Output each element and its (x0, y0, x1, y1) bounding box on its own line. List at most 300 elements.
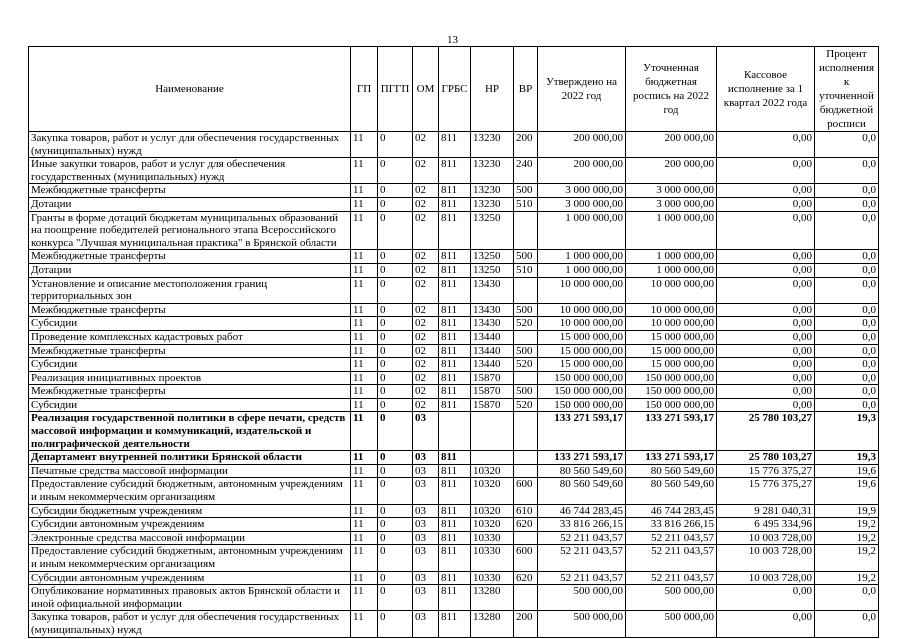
row-gp: 11 (351, 412, 378, 451)
row-vr: 620 (514, 571, 538, 585)
table-row (29, 464, 879, 478)
row-approved: 80 560 549,60 (538, 478, 626, 504)
row-approved: 3 000 000,00 (538, 197, 626, 211)
table-row (29, 545, 879, 571)
row-approved: 200 000,00 (538, 132, 626, 158)
row-om: 03 (413, 451, 439, 465)
row-gp: 11 (351, 358, 378, 372)
row-cash: 0,00 (717, 197, 815, 211)
row-approved: 52 211 043,57 (538, 531, 626, 545)
row-approved: 10 000 000,00 (538, 317, 626, 331)
row-percent: 19,2 (815, 571, 879, 585)
row-gp: 11 (351, 184, 378, 198)
row-refined: 10 000 000,00 (626, 317, 717, 331)
row-refined: 52 211 043,57 (626, 571, 717, 585)
row-ppgp: 0 (378, 344, 413, 358)
row-approved: 150 000 000,00 (538, 385, 626, 399)
header-name: Наименование (29, 47, 351, 132)
row-refined: 200 000,00 (626, 158, 717, 184)
row-name: Дотации (29, 263, 351, 277)
row-np: 10320 (471, 478, 514, 504)
row-name: Установление и описание местоположения границ территориальных зон (29, 277, 351, 303)
row-om: 02 (413, 211, 439, 250)
row-name: Субсидии (29, 317, 351, 331)
row-np: 10320 (471, 518, 514, 532)
row-cash: 6 495 334,96 (717, 518, 815, 532)
row-vr (514, 277, 538, 303)
header-grbs: ГРБС (439, 47, 471, 132)
row-cash: 0,00 (717, 277, 815, 303)
row-om: 02 (413, 317, 439, 331)
row-refined: 15 000 000,00 (626, 344, 717, 358)
row-grbs: 811 (439, 317, 471, 331)
row-name: Опубликование нормативных правовых актов Брянской области и иной официальной информации (29, 585, 351, 611)
row-gp: 11 (351, 211, 378, 250)
row-approved: 3 000 000,00 (538, 184, 626, 198)
row-om: 03 (413, 518, 439, 532)
row-vr: 500 (514, 250, 538, 264)
row-grbs: 811 (439, 451, 471, 465)
table-header-row (29, 47, 879, 132)
row-grbs: 811 (439, 611, 471, 637)
row-ppgp: 0 (378, 158, 413, 184)
row-cash: 0,00 (717, 385, 815, 399)
row-grbs: 811 (439, 158, 471, 184)
row-ppgp: 0 (378, 611, 413, 637)
row-name: Межбюджетные трансферты (29, 184, 351, 198)
row-name: Закупка товаров, работ и услуг для обеспечения государственных (муниципальных) нужд (29, 132, 351, 158)
row-vr: 520 (514, 398, 538, 412)
row-np: 13430 (471, 277, 514, 303)
row-refined: 150 000 000,00 (626, 371, 717, 385)
row-percent: 0,0 (815, 184, 879, 198)
row-vr (514, 371, 538, 385)
row-refined: 150 000 000,00 (626, 398, 717, 412)
row-refined: 46 744 283,45 (626, 504, 717, 518)
row-refined: 10 000 000,00 (626, 303, 717, 317)
header-np: НР (471, 47, 514, 132)
row-np: 13250 (471, 211, 514, 250)
row-grbs: 811 (439, 398, 471, 412)
row-vr (514, 412, 538, 451)
row-percent: 19,6 (815, 478, 879, 504)
row-grbs: 811 (439, 358, 471, 372)
row-approved: 150 000 000,00 (538, 398, 626, 412)
row-ppgp: 0 (378, 518, 413, 532)
row-percent: 0,0 (815, 317, 879, 331)
row-refined: 133 271 593,17 (626, 412, 717, 451)
row-percent: 19,9 (815, 504, 879, 518)
row-cash: 25 780 103,27 (717, 412, 815, 451)
row-gp: 11 (351, 330, 378, 344)
row-grbs: 811 (439, 585, 471, 611)
row-grbs: 811 (439, 211, 471, 250)
row-approved: 133 271 593,17 (538, 451, 626, 465)
row-cash: 25 780 103,27 (717, 451, 815, 465)
row-np: 13440 (471, 344, 514, 358)
table-row (29, 250, 879, 264)
row-vr (514, 211, 538, 250)
row-np: 13250 (471, 250, 514, 264)
row-refined: 500 000,00 (626, 585, 717, 611)
row-gp: 11 (351, 451, 378, 465)
row-name: Субсидии автономным учреждениям (29, 571, 351, 585)
row-vr (514, 464, 538, 478)
row-refined: 3 000 000,00 (626, 184, 717, 198)
row-grbs: 811 (439, 531, 471, 545)
table-row (29, 358, 879, 372)
header-approved: Утверждено на 2022 год (538, 47, 626, 132)
row-gp: 11 (351, 158, 378, 184)
row-gp: 11 (351, 571, 378, 585)
row-approved: 500 000,00 (538, 585, 626, 611)
row-vr: 600 (514, 478, 538, 504)
row-ppgp: 0 (378, 317, 413, 331)
row-vr: 620 (514, 518, 538, 532)
row-om: 03 (413, 531, 439, 545)
row-ppgp: 0 (378, 398, 413, 412)
row-grbs: 811 (439, 277, 471, 303)
table-row (29, 263, 879, 277)
row-grbs: 811 (439, 545, 471, 571)
row-name: Предоставление субсидий бюджетным, автономным учреждениям и иным некоммерческим организациям (29, 545, 351, 571)
row-percent: 0,0 (815, 158, 879, 184)
row-approved: 1 000 000,00 (538, 250, 626, 264)
row-vr: 500 (514, 303, 538, 317)
row-refined: 133 271 593,17 (626, 451, 717, 465)
header-vr: ВР (514, 47, 538, 132)
header-ppgp: ПГГП (378, 47, 413, 132)
row-om: 02 (413, 303, 439, 317)
table-row (29, 197, 879, 211)
table-row (29, 531, 879, 545)
row-np: 13440 (471, 358, 514, 372)
page-number: 13 (447, 34, 458, 46)
row-np: 13440 (471, 330, 514, 344)
row-grbs: 811 (439, 371, 471, 385)
row-refined: 15 000 000,00 (626, 330, 717, 344)
row-np: 13280 (471, 585, 514, 611)
table-row (29, 184, 879, 198)
row-gp: 11 (351, 263, 378, 277)
row-name: Реализация государственной политики в сфере печати, средств массовой информации и коммуникаций, издательской и полиграфической деятельности (29, 412, 351, 451)
row-grbs: 811 (439, 263, 471, 277)
row-approved: 52 211 043,57 (538, 571, 626, 585)
row-vr: 200 (514, 611, 538, 637)
row-refined: 80 560 549,60 (626, 478, 717, 504)
row-grbs: 811 (439, 571, 471, 585)
row-percent: 0,0 (815, 211, 879, 250)
row-om: 02 (413, 197, 439, 211)
row-ppgp: 0 (378, 250, 413, 264)
row-grbs: 811 (439, 250, 471, 264)
row-cash: 0,00 (717, 317, 815, 331)
row-om: 02 (413, 358, 439, 372)
table-row (29, 412, 879, 451)
row-grbs: 811 (439, 464, 471, 478)
row-ppgp: 0 (378, 211, 413, 250)
row-approved: 52 211 043,57 (538, 545, 626, 571)
row-percent: 0,0 (815, 344, 879, 358)
row-om: 02 (413, 277, 439, 303)
row-percent: 0,0 (815, 585, 879, 611)
row-om: 02 (413, 184, 439, 198)
row-np: 13430 (471, 317, 514, 331)
row-approved: 10 000 000,00 (538, 277, 626, 303)
row-ppgp: 0 (378, 585, 413, 611)
header-percent: Процент исполнения к уточненной бюджетной росписи (815, 47, 879, 132)
row-om: 03 (413, 571, 439, 585)
row-refined: 10 000 000,00 (626, 277, 717, 303)
row-grbs: 811 (439, 303, 471, 317)
row-vr: 240 (514, 158, 538, 184)
row-gp: 11 (351, 250, 378, 264)
row-refined: 80 560 549,60 (626, 464, 717, 478)
row-approved: 150 000 000,00 (538, 371, 626, 385)
table-row (29, 158, 879, 184)
row-name: Дотации (29, 197, 351, 211)
table-row (29, 303, 879, 317)
row-vr (514, 531, 538, 545)
table-row (29, 504, 879, 518)
row-grbs: 811 (439, 478, 471, 504)
row-percent: 0,0 (815, 398, 879, 412)
row-om: 02 (413, 132, 439, 158)
row-percent: 0,0 (815, 330, 879, 344)
row-approved: 1 000 000,00 (538, 263, 626, 277)
row-percent: 0,0 (815, 250, 879, 264)
row-approved: 200 000,00 (538, 158, 626, 184)
table-row (29, 277, 879, 303)
row-cash: 0,00 (717, 263, 815, 277)
row-np: 10320 (471, 464, 514, 478)
row-approved: 46 744 283,45 (538, 504, 626, 518)
row-vr: 510 (514, 197, 538, 211)
row-np (471, 412, 514, 451)
table-row (29, 132, 879, 158)
row-refined: 1 000 000,00 (626, 250, 717, 264)
row-gp: 11 (351, 585, 378, 611)
row-vr: 510 (514, 263, 538, 277)
row-ppgp: 0 (378, 504, 413, 518)
row-ppgp: 0 (378, 571, 413, 585)
row-np: 13250 (471, 263, 514, 277)
row-name: Проведение комплексных кадастровых работ (29, 330, 351, 344)
table-row (29, 330, 879, 344)
row-ppgp: 0 (378, 330, 413, 344)
row-om: 03 (413, 585, 439, 611)
row-grbs: 811 (439, 518, 471, 532)
row-grbs: 811 (439, 504, 471, 518)
row-cash: 0,00 (717, 250, 815, 264)
row-np: 10330 (471, 531, 514, 545)
row-name: Субсидии бюджетным учреждениям (29, 504, 351, 518)
header-gp: ГП (351, 47, 378, 132)
row-name: Печатные средства массовой информации (29, 464, 351, 478)
row-percent: 19,3 (815, 451, 879, 465)
row-om: 02 (413, 398, 439, 412)
row-gp: 11 (351, 464, 378, 478)
row-grbs: 811 (439, 344, 471, 358)
row-vr: 520 (514, 358, 538, 372)
row-cash: 0,00 (717, 371, 815, 385)
row-percent: 0,0 (815, 611, 879, 637)
row-np: 10330 (471, 571, 514, 585)
row-cash: 0,00 (717, 358, 815, 372)
row-gp: 11 (351, 344, 378, 358)
row-om: 02 (413, 371, 439, 385)
row-cash: 9 281 040,31 (717, 504, 815, 518)
row-vr: 200 (514, 132, 538, 158)
row-refined: 52 211 043,57 (626, 531, 717, 545)
row-gp: 11 (351, 132, 378, 158)
row-name: Межбюджетные трансферты (29, 303, 351, 317)
row-cash: 0,00 (717, 585, 815, 611)
row-name: Департамент внутренней политики Брянской области (29, 451, 351, 465)
row-grbs: 811 (439, 197, 471, 211)
row-np (471, 451, 514, 465)
row-om: 03 (413, 412, 439, 451)
row-om: 03 (413, 545, 439, 571)
row-refined: 33 816 266,15 (626, 518, 717, 532)
row-gp: 11 (351, 518, 378, 532)
row-percent: 0,0 (815, 303, 879, 317)
row-om: 03 (413, 464, 439, 478)
table-row (29, 571, 879, 585)
row-refined: 150 000 000,00 (626, 385, 717, 399)
row-vr: 520 (514, 317, 538, 331)
table-body (29, 132, 879, 638)
row-ppgp: 0 (378, 277, 413, 303)
row-ppgp: 0 (378, 371, 413, 385)
row-om: 03 (413, 478, 439, 504)
row-name: Закупка товаров, работ и услуг для обеспечения государственных (муниципальных) нужд (29, 611, 351, 637)
row-ppgp: 0 (378, 478, 413, 504)
row-percent: 19,2 (815, 518, 879, 532)
row-om: 02 (413, 263, 439, 277)
row-ppgp: 0 (378, 385, 413, 399)
row-ppgp: 0 (378, 358, 413, 372)
table-row (29, 344, 879, 358)
row-approved: 15 000 000,00 (538, 330, 626, 344)
row-cash: 10 003 728,00 (717, 545, 815, 571)
row-grbs: 811 (439, 132, 471, 158)
row-vr (514, 330, 538, 344)
row-gp: 11 (351, 504, 378, 518)
row-approved: 80 560 549,60 (538, 464, 626, 478)
row-cash: 10 003 728,00 (717, 531, 815, 545)
row-cash: 15 776 375,27 (717, 478, 815, 504)
row-cash: 0,00 (717, 398, 815, 412)
table-row (29, 611, 879, 637)
row-gp: 11 (351, 317, 378, 331)
row-gp: 11 (351, 277, 378, 303)
row-approved: 10 000 000,00 (538, 303, 626, 317)
table-row (29, 385, 879, 399)
row-approved: 1 000 000,00 (538, 211, 626, 250)
row-grbs: 811 (439, 385, 471, 399)
row-name: Межбюджетные трансферты (29, 344, 351, 358)
row-np: 13430 (471, 303, 514, 317)
row-np: 15870 (471, 398, 514, 412)
header-cash: Кассовое исполнение за 1 квартал 2022 года (717, 47, 815, 132)
row-name: Субсидии автономным учреждениям (29, 518, 351, 532)
row-approved: 15 000 000,00 (538, 344, 626, 358)
row-ppgp: 0 (378, 303, 413, 317)
row-np: 13230 (471, 197, 514, 211)
row-np: 15870 (471, 385, 514, 399)
row-cash: 0,00 (717, 211, 815, 250)
row-grbs (439, 412, 471, 451)
table-row (29, 585, 879, 611)
row-ppgp: 0 (378, 412, 413, 451)
table-row (29, 371, 879, 385)
row-refined: 1 000 000,00 (626, 211, 717, 250)
row-om: 03 (413, 504, 439, 518)
row-refined: 15 000 000,00 (626, 358, 717, 372)
table-row (29, 398, 879, 412)
row-cash: 0,00 (717, 158, 815, 184)
table-row (29, 317, 879, 331)
row-name: Иные закупки товаров, работ и услуг для обеспечения государственных (муниципальных) нужд (29, 158, 351, 184)
row-name: Межбюджетные трансферты (29, 385, 351, 399)
row-percent: 0,0 (815, 197, 879, 211)
row-cash: 0,00 (717, 344, 815, 358)
row-gp: 11 (351, 385, 378, 399)
row-gp: 11 (351, 398, 378, 412)
row-percent: 0,0 (815, 385, 879, 399)
row-percent: 0,0 (815, 263, 879, 277)
row-percent: 19,6 (815, 464, 879, 478)
row-percent: 19,2 (815, 531, 879, 545)
table-row (29, 478, 879, 504)
row-ppgp: 0 (378, 263, 413, 277)
budget-table (28, 46, 879, 638)
row-grbs: 811 (439, 184, 471, 198)
row-ppgp: 0 (378, 531, 413, 545)
row-om: 03 (413, 611, 439, 637)
row-ppgp: 0 (378, 132, 413, 158)
row-name: Реализация инициативных проектов (29, 371, 351, 385)
row-om: 02 (413, 158, 439, 184)
row-vr: 610 (514, 504, 538, 518)
row-vr: 500 (514, 385, 538, 399)
row-np: 10320 (471, 504, 514, 518)
row-name: Предоставление субсидий бюджетным, автономным учреждениям и иным некоммерческим организациям (29, 478, 351, 504)
row-np: 15870 (471, 371, 514, 385)
header-refined: Уточненная бюджетная роспись на 2022 год (626, 47, 717, 132)
row-om: 02 (413, 330, 439, 344)
row-om: 02 (413, 385, 439, 399)
row-approved: 133 271 593,17 (538, 412, 626, 451)
row-np: 13230 (471, 184, 514, 198)
row-gp: 11 (351, 531, 378, 545)
row-vr: 600 (514, 545, 538, 571)
table-row (29, 211, 879, 250)
row-name: Межбюджетные трансферты (29, 250, 351, 264)
table-row (29, 451, 879, 465)
row-percent: 19,2 (815, 545, 879, 571)
row-np: 13230 (471, 132, 514, 158)
row-cash: 0,00 (717, 611, 815, 637)
row-np: 13280 (471, 611, 514, 637)
row-cash: 15 776 375,27 (717, 464, 815, 478)
row-gp: 11 (351, 197, 378, 211)
row-percent: 19,3 (815, 412, 879, 451)
header-om: ОМ (413, 47, 439, 132)
row-grbs: 811 (439, 330, 471, 344)
row-vr: 500 (514, 344, 538, 358)
